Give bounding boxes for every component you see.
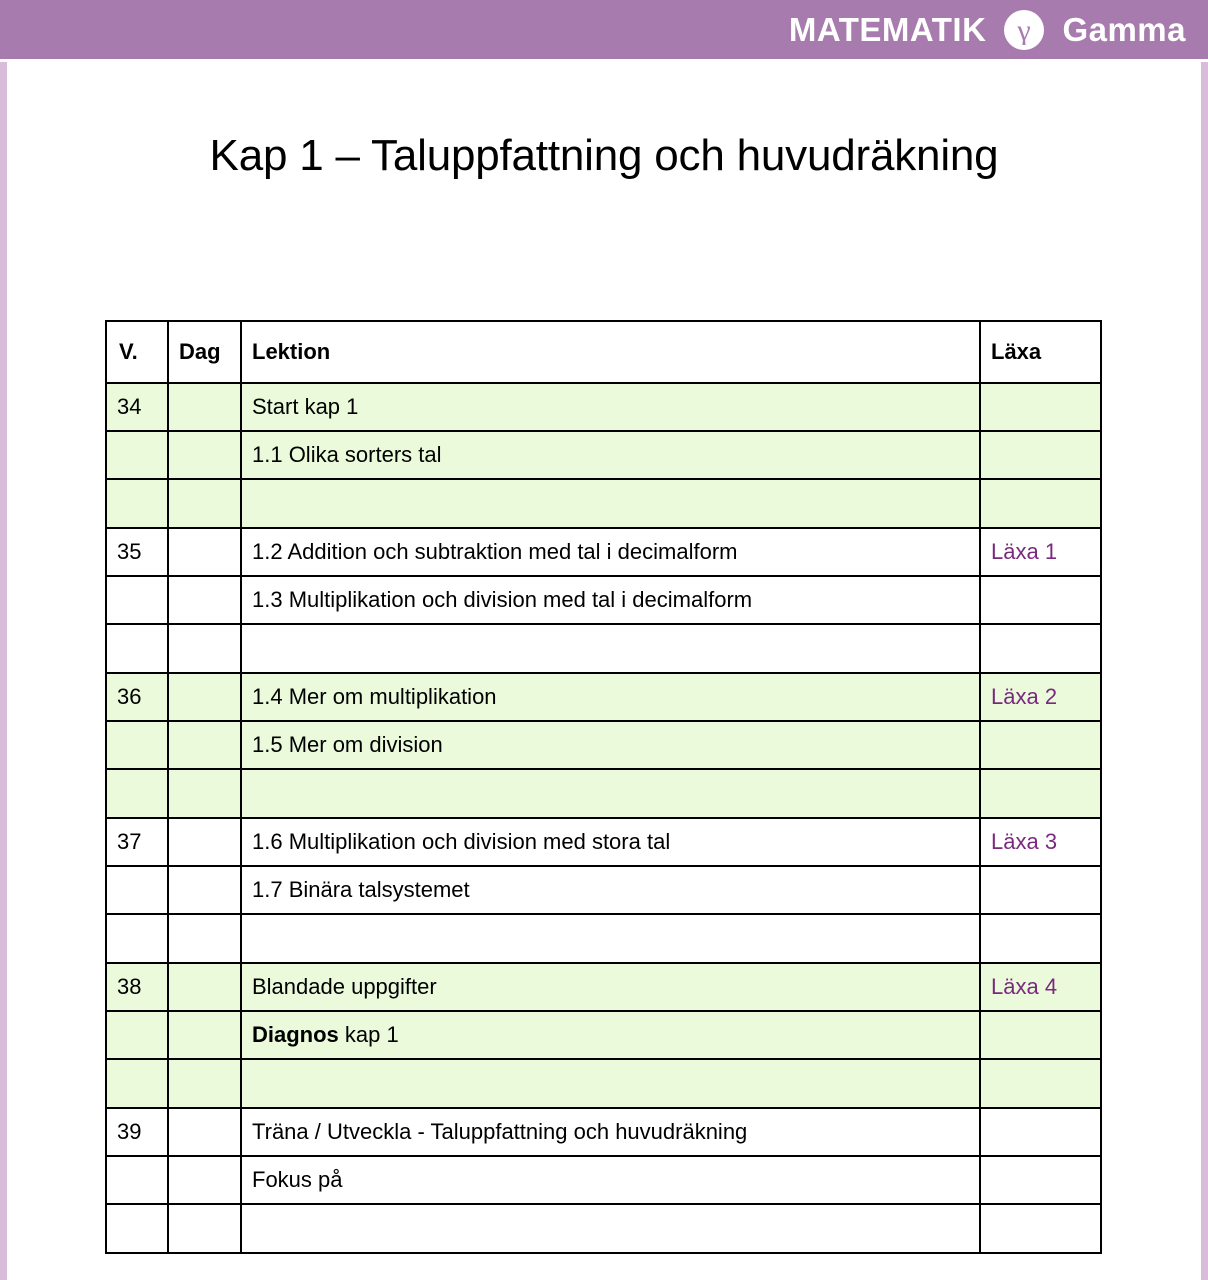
cell-week: 34 — [106, 383, 168, 431]
page-border-right — [1201, 62, 1208, 1280]
cell-week — [106, 479, 168, 528]
cell-day — [168, 1108, 241, 1156]
cell-week: 37 — [106, 818, 168, 866]
table-row — [106, 1059, 1101, 1108]
cell-lesson: 1.6 Multiplikation och division med stora tal — [241, 818, 980, 866]
cell-lesson: 1.7 Binära talsystemet — [241, 866, 980, 914]
table-row — [106, 624, 1101, 673]
cell-week — [106, 866, 168, 914]
cell-day — [168, 1059, 241, 1108]
table-row — [106, 1204, 1101, 1253]
subject-label: MATEMATIK — [788, 11, 987, 48]
cell-week: 38 — [106, 963, 168, 1011]
cell-day — [168, 1156, 241, 1204]
table-row — [106, 479, 1101, 528]
cell-homework — [980, 914, 1101, 963]
cell-week — [106, 1059, 168, 1108]
cell-day — [168, 963, 241, 1011]
table-row — [106, 1108, 1101, 1156]
svg-text:γ: γ — [1017, 14, 1032, 45]
planning-table-container — [105, 320, 1100, 1254]
cell-homework — [980, 1204, 1101, 1253]
cell-day — [168, 624, 241, 673]
cell-week: 35 — [106, 528, 168, 576]
table-row — [106, 769, 1101, 818]
table-row — [106, 1156, 1101, 1204]
cell-lesson: Fokus på — [241, 1156, 980, 1204]
cell-week — [106, 431, 168, 479]
cell-lesson — [241, 914, 980, 963]
cell-lesson: 1.2 Addition och subtraktion med tal i decimalform — [241, 528, 980, 576]
series-label: Gamma — [1062, 11, 1186, 48]
cell-day — [168, 528, 241, 576]
cell-day — [168, 1204, 241, 1253]
table-row — [106, 383, 1101, 431]
cell-week: 36 — [106, 673, 168, 721]
table-row — [106, 673, 1101, 721]
cell-lesson-emphasis: Diagnos — [252, 1022, 339, 1047]
cell-homework — [980, 479, 1101, 528]
cell-lesson — [241, 479, 980, 528]
table-row — [106, 866, 1101, 914]
cell-day — [168, 914, 241, 963]
table-row — [106, 576, 1101, 624]
page-title: Kap 1 – Taluppfattning och huvudräkning — [209, 131, 999, 180]
cell-day — [168, 769, 241, 818]
cell-homework: Läxa 4 — [980, 963, 1101, 1011]
cell-homework — [980, 769, 1101, 818]
page-border-left — [0, 62, 7, 1280]
cell-week — [106, 1011, 168, 1059]
cell-homework — [980, 624, 1101, 673]
cell-week — [106, 1204, 168, 1253]
cell-homework — [980, 866, 1101, 914]
cell-lesson: 1.4 Mer om multiplikation — [241, 673, 980, 721]
cell-homework: Läxa 2 — [980, 673, 1101, 721]
cell-lesson — [241, 1011, 980, 1059]
cell-week — [106, 1156, 168, 1204]
table-body — [106, 383, 1101, 1253]
brand-banner-content — [789, 10, 1186, 50]
cell-lesson — [241, 624, 980, 673]
cell-homework — [980, 1156, 1101, 1204]
table-header-row — [106, 321, 1101, 383]
cell-lesson: Blandade uppgifter — [241, 963, 980, 1011]
cell-homework: Läxa 1 — [980, 528, 1101, 576]
table-row — [106, 1011, 1101, 1059]
table-row — [106, 914, 1101, 963]
cell-day — [168, 576, 241, 624]
cell-lesson — [241, 769, 980, 818]
cell-lesson — [241, 1204, 980, 1253]
cell-lesson: 1.5 Mer om division — [241, 721, 980, 769]
table-row — [106, 721, 1101, 769]
column-header-homework: Läxa — [980, 321, 1101, 383]
cell-lesson: 1.3 Multiplikation och division med tal i decimalform — [241, 576, 980, 624]
cell-day — [168, 866, 241, 914]
cell-day — [168, 818, 241, 866]
cell-lesson: Träna / Utveckla - Taluppfattning och huvudräkning — [241, 1108, 980, 1156]
cell-lesson: 1.1 Olika sorters tal — [241, 431, 980, 479]
cell-week — [106, 721, 168, 769]
column-header-lesson: Lektion — [241, 321, 980, 383]
cell-homework — [980, 383, 1101, 431]
cell-day — [168, 721, 241, 769]
cell-week — [106, 769, 168, 818]
cell-homework — [980, 1108, 1101, 1156]
brand-banner — [0, 0, 1208, 59]
cell-day — [168, 1011, 241, 1059]
cell-week: 39 — [106, 1108, 168, 1156]
column-header-day: Dag — [168, 321, 241, 383]
cell-homework — [980, 1011, 1101, 1059]
cell-homework — [980, 1059, 1101, 1108]
cell-day — [168, 431, 241, 479]
cell-homework — [980, 576, 1101, 624]
table-row — [106, 963, 1101, 1011]
cell-week — [106, 914, 168, 963]
cell-lesson-text: kap 1 — [338, 1022, 399, 1047]
cell-day — [168, 673, 241, 721]
cell-lesson — [241, 1059, 980, 1108]
table-row — [106, 528, 1101, 576]
cell-homework — [980, 431, 1101, 479]
gamma-logo-icon — [1004, 10, 1044, 50]
cell-day — [168, 383, 241, 431]
table-row — [106, 818, 1101, 866]
cell-week — [106, 576, 168, 624]
cell-lesson: Start kap 1 — [241, 383, 980, 431]
cell-day — [168, 479, 241, 528]
column-header-week: V. — [106, 321, 168, 383]
table-header — [106, 321, 1101, 383]
cell-week — [106, 624, 168, 673]
cell-homework: Läxa 3 — [980, 818, 1101, 866]
table-row — [106, 431, 1101, 479]
planning-table — [105, 320, 1102, 1254]
cell-homework — [980, 721, 1101, 769]
